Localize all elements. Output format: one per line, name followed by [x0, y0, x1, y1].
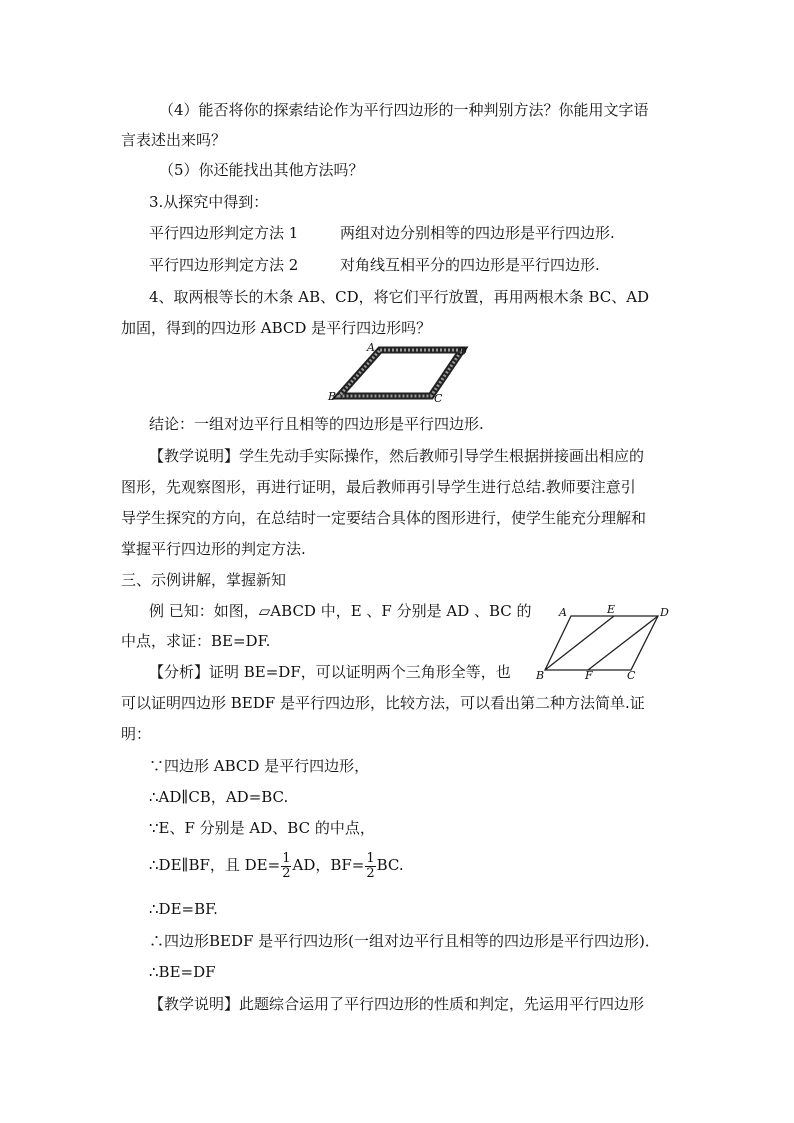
label-D: D [660, 606, 669, 619]
label-A: A [367, 341, 375, 354]
label-C: C [434, 392, 443, 403]
question-5: （5）你还能找出其他方法吗？ [159, 161, 364, 179]
analysis-line-1: 【分析】证明 BE=DF，可以证明两个三角形全等，也 [149, 663, 511, 681]
proof-step-7: ∴BE=DF [149, 963, 216, 981]
method-1-text: 两组对边分别相等的四边形是平行四边形. [340, 224, 615, 242]
label-F: F [585, 669, 593, 681]
teaching-note-1-line-2: 图形，先观察图形，再进行证明，最后教师再引导学生进行总结.教师要注意引 [121, 478, 636, 496]
label-E: E [607, 603, 616, 616]
proof-step-6: ∴四边形BEDF 是平行四边形(一组对边平行且相等的四边形是平行四边形)． [149, 932, 660, 950]
method-1-label: 平行四边形判定方法 1 [149, 224, 299, 242]
label-A: A [559, 606, 567, 619]
section-3-heading: 3.从探究中得到： [149, 193, 269, 211]
conclusion: 结论：一组对边平行且相等的四边形是平行四边形. [149, 415, 484, 433]
method-2-text: 对角线互相平分的四边形是平行四边形. [340, 256, 600, 274]
teaching-note-1-line-1: 【教学说明】学生先动手实际操作，然后教师引导学生根据拼接画出相应的 [149, 447, 645, 465]
question-4-line-1: （4）能否将你的探索结论作为平行四边形的一种判别方法？你能用文字语 [159, 101, 649, 119]
item-4-line-1: 4、取两根等长的木条 AB、CD，将它们平行放置，再用两根木条 BC、AD [149, 288, 650, 306]
proof-step-4-prefix: ∴DE∥BF，且 DE= [149, 856, 281, 874]
label-D: D [458, 345, 467, 358]
teaching-note-1-line-4: 掌握平行四边形的判定方法. [121, 540, 306, 558]
teaching-note-1-line-3: 导学生探究的方向，在总结时一定要结合具体的图形进行，使学生能充分理解和 [121, 509, 647, 527]
item-4-line-2: 加固，得到的四边形 ABCD 是平行四边形吗？ [121, 319, 432, 337]
label-B: B [328, 390, 337, 403]
label-C: C [627, 669, 636, 681]
method-2-label: 平行四边形判定方法 2 [149, 256, 299, 274]
parallelogram-bedf-figure [533, 601, 673, 681]
teaching-note-2: 【教学说明】此题综合运用了平行四边形的性质和判定，先运用平行四边形 [149, 995, 645, 1013]
proof-step-5: ∴DE=BF. [149, 900, 218, 918]
proof-step-3: ∵E、F 分别是 AD、BC 的中点， [149, 819, 375, 837]
proof-step-1: ∵四边形 ABCD 是平行四边形， [149, 757, 370, 775]
fraction-denominator: 2 [366, 865, 375, 881]
question-4-line-2: 言表述出来吗？ [121, 131, 227, 149]
fraction-denominator: 2 [282, 865, 291, 881]
example-line-1: 例 已知：如图，▱ABCD 中，E 、F 分别是 AD 、BC 的 [149, 602, 532, 620]
fraction-numerator: 1 [366, 850, 375, 866]
section-three-heading: 三、示例讲解，掌握新知 [121, 571, 287, 589]
fraction-numerator: 1 [282, 850, 291, 866]
label-B: B [536, 669, 545, 681]
proof-step-4-middle: AD，BF= [292, 856, 365, 874]
proof-step-4-suffix: BC. [376, 856, 404, 874]
proof-step-2: ∴AD∥CB，AD=BC. [149, 788, 289, 806]
fraction-half [281, 852, 291, 881]
analysis-line-2: 可以证明四边形 BEDF 是平行四边形，比较方法，可以看出第二种方法简单.证 [121, 694, 645, 712]
example-line-2: 中点，求证：BE=DF. [121, 632, 271, 650]
fraction-half [365, 852, 375, 881]
analysis-line-3: 明： [121, 725, 152, 743]
proof-step-4 [149, 848, 404, 882]
wooden-parallelogram-figure [322, 341, 472, 403]
